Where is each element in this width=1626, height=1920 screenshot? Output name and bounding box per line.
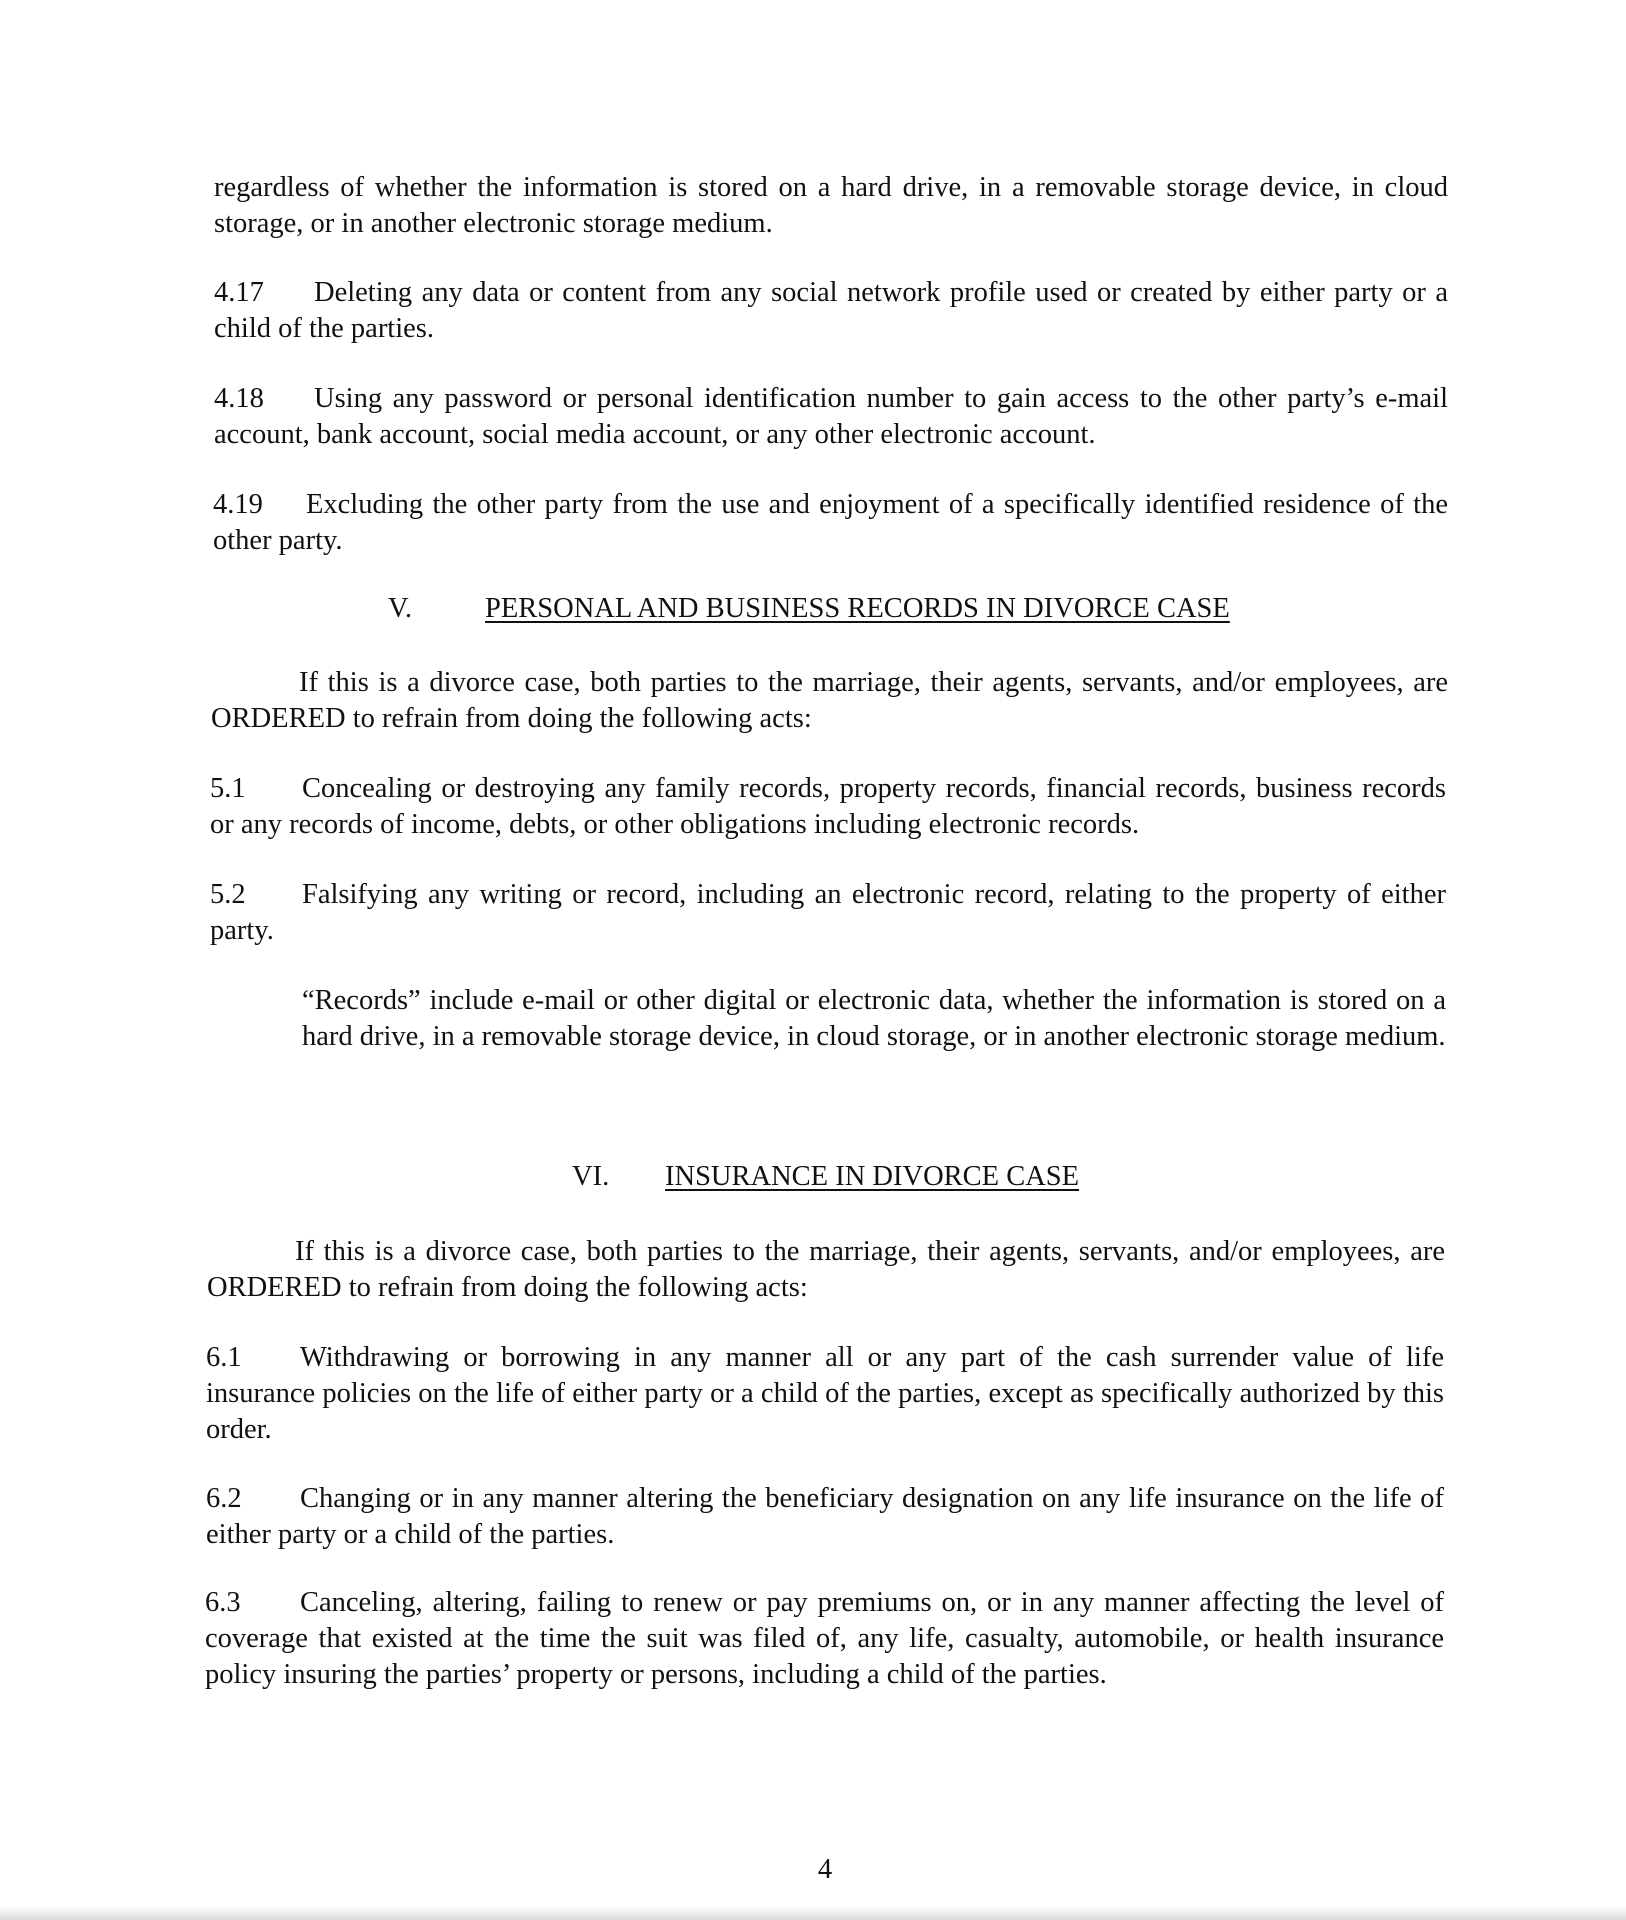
section-6-intro bbox=[207, 1234, 1445, 1306]
paragraph-number: 6.3 bbox=[205, 1587, 241, 1618]
paragraph-4-18 bbox=[214, 381, 1448, 453]
paragraph-number: 4.19 bbox=[213, 489, 263, 520]
paragraph-number: 4.17 bbox=[214, 277, 264, 308]
paragraph-6-3 bbox=[205, 1585, 1444, 1693]
paragraph-text: If this is a divorce case, both parties to the marriage, their agents, servants, and/or employees, are ORDERED to refrain from doing the following acts: bbox=[211, 667, 1448, 734]
paragraph-continuation: regardless of whether the information is stored on a hard drive, in a removable storage device, in cloud storage, or in another electronic storage medium. bbox=[214, 172, 1448, 239]
paragraph-number: 5.2 bbox=[210, 879, 246, 910]
section-title: PERSONAL AND BUSINESS RECORDS IN DIVORCE CASE bbox=[485, 593, 1230, 624]
paragraph-text: Canceling, altering, failing to renew or pay premiums on, or in any manner affecting the level of coverage that existed at the time the suit was filed of, any life, casualty, automobile, or health insurance policy insuring the parties’ property or persons, including a child of the parties. bbox=[205, 1587, 1444, 1690]
paragraph-text: Withdrawing or borrowing in any manner all or any part of the cash surrender value of life insurance policies on the life of either party or a child of the parties, except as specifically authorized by this order. bbox=[206, 1342, 1444, 1445]
paragraph-4-17 bbox=[214, 275, 1448, 347]
paragraph-4-19 bbox=[213, 487, 1448, 559]
paragraph-6-2 bbox=[206, 1481, 1444, 1553]
section-number: V. bbox=[388, 593, 413, 624]
paragraph-number: 6.1 bbox=[206, 1342, 242, 1373]
section-5-intro bbox=[211, 665, 1448, 737]
section-5-heading bbox=[388, 591, 1230, 627]
paragraph-6-1 bbox=[206, 1340, 1444, 1448]
section-number: VI. bbox=[572, 1161, 610, 1192]
page-edge-shadow bbox=[0, 1906, 1626, 1920]
records-definition: “Records” include e-mail or other digital or electronic data, whether the information is stored on a hard drive, in a removable storage device, in cloud storage, or in another electronic storage medium. bbox=[302, 985, 1446, 1052]
paragraph-text: If this is a divorce case, both parties to the marriage, their agents, servants, and/or employees, are ORDERED to refrain from doing the following acts: bbox=[207, 1236, 1445, 1303]
section-6-heading bbox=[572, 1159, 1079, 1195]
paragraph-text: Concealing or destroying any family records, property records, financial records, business records or any records of income, debts, or other obligations including electronic records. bbox=[210, 773, 1446, 840]
section-title: INSURANCE IN DIVORCE CASE bbox=[665, 1161, 1080, 1192]
paragraph-text: Changing or in any manner altering the beneficiary designation on any life insurance on the life of either party or a child of the parties. bbox=[206, 1483, 1444, 1550]
paragraph-text: Using any password or personal identification number to gain access to the other party’s e-mail account, bank account, social media account, or any other electronic account. bbox=[214, 383, 1448, 450]
paragraph-text: Falsifying any writing or record, including an electronic record, relating to the property of either party. bbox=[210, 879, 1446, 946]
paragraph-number: 5.1 bbox=[210, 773, 246, 804]
page-number: 4 bbox=[817, 1854, 833, 1885]
paragraph-text: Deleting any data or content from any social network profile used or created by either party or a child of the parties. bbox=[214, 277, 1448, 344]
paragraph-5-2 bbox=[210, 877, 1446, 949]
paragraph-text: Excluding the other party from the use and enjoyment of a specifically identified residence of the other party. bbox=[213, 489, 1448, 556]
paragraph-5-1 bbox=[210, 771, 1446, 843]
paragraph-number: 4.18 bbox=[214, 383, 264, 414]
paragraph-number: 6.2 bbox=[206, 1483, 242, 1514]
